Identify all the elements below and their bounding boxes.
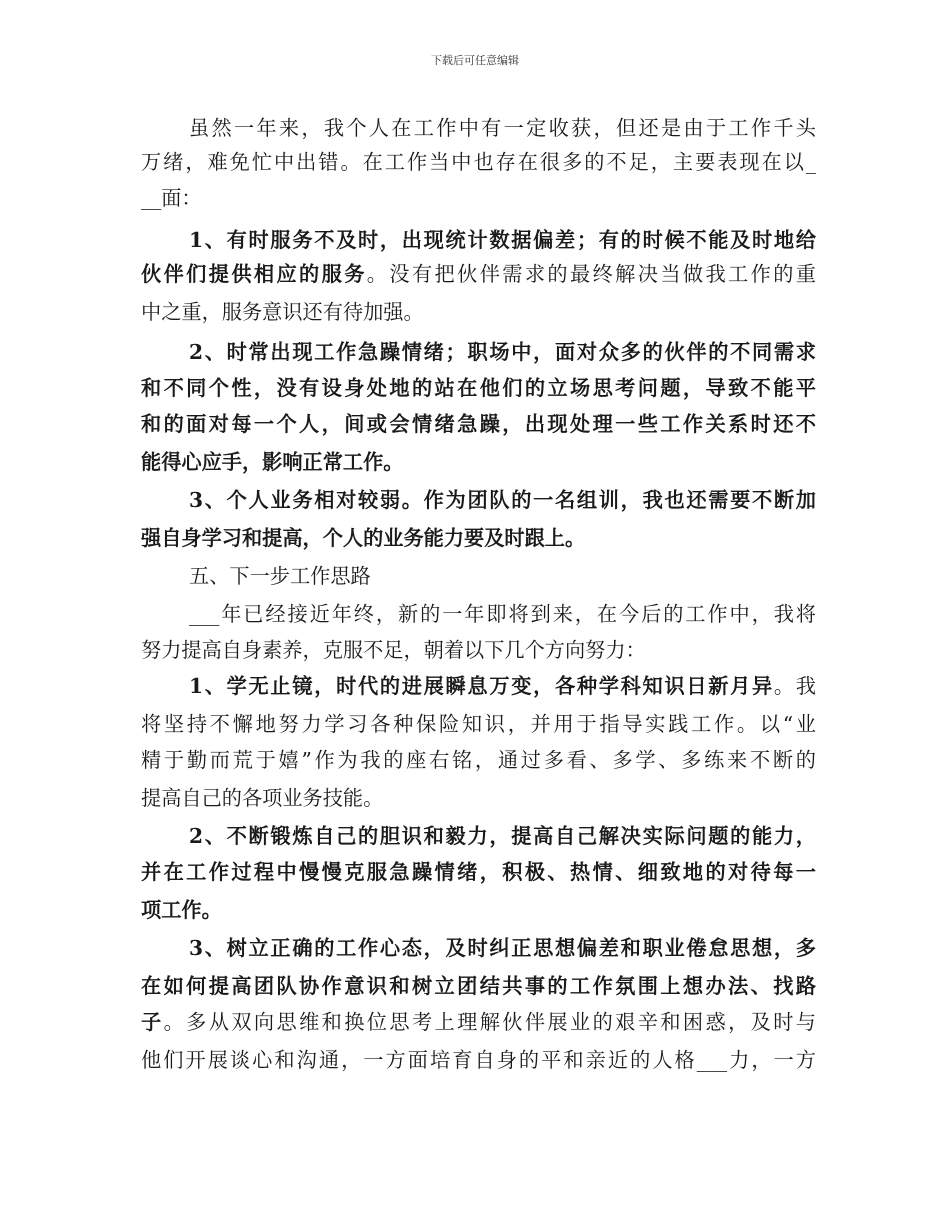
text-line (141, 895, 816, 925)
text-line (141, 971, 816, 1001)
bold-text-run: 1、有时服务不及时，出现统计数据偏差；有的时候不能及时地给 (189, 228, 816, 252)
text-line (189, 337, 816, 367)
text-run: 将坚持不懈地努力学习各种保险知识，并用于指导实践工作。以“业 (141, 712, 816, 736)
text-line (189, 113, 816, 143)
text-run: ___年已经接近年终，新的一年即将到来，在今后的工作中，我将 (189, 602, 816, 626)
text-line (189, 225, 816, 255)
text-line (189, 933, 816, 963)
page-header: 下载后可任意编辑 (431, 54, 519, 67)
text-run: 努力提高自身素养，克服不足，朝着以下几个方向努力： (141, 638, 646, 662)
text-line (141, 259, 816, 289)
bold-text-run: 2、时常出现工作急躁情绪；职场中，面对众多的伙伴的不同需求 (189, 340, 816, 364)
text-line (141, 297, 816, 327)
bold-text-run: 项工作。 (141, 898, 222, 922)
text-run: 五、下一步工作思路 (189, 564, 371, 588)
text-run: 提高自己的各项业务技能。 (141, 786, 384, 810)
text-run: 。没有把伙伴需求的最终解决当做我工作的重 (366, 262, 816, 286)
bold-text-run: 1、学无止镜，时代的进展瞬息万变，各种学科知识日新月异 (189, 674, 774, 698)
text-run: 。多从双向思维和换位思考上理解伙伴展业的艰辛和困惑，及时与 (163, 1010, 816, 1034)
text-line (189, 561, 816, 591)
bold-text-run: 子 (141, 1010, 164, 1034)
text-line (141, 447, 816, 477)
bold-text-run: 2、不断锻炼自己的胆识和毅力，提高自己解决实际问题的能力， (189, 824, 816, 848)
text-run: 万绪，难免忙中出错。在工作当中也存在很多的不足，主要表现在以_ (141, 150, 816, 174)
text-line (189, 599, 816, 629)
text-line (141, 709, 816, 739)
text-line (189, 821, 816, 851)
text-line (141, 635, 816, 665)
bold-text-run: 和不同个性，没有设身处地的站在他们的立场思考问题，导致不能平 (141, 376, 816, 400)
text-line (141, 745, 816, 775)
bold-text-run: 并在工作过程中慢慢克服急躁情绪，积极、热情、细致地的对待每一 (141, 860, 816, 884)
text-run: 。我 (773, 674, 816, 698)
text-line (141, 183, 816, 213)
text-line (141, 373, 816, 403)
text-line (141, 783, 816, 813)
text-line (141, 857, 816, 887)
text-line (189, 485, 816, 515)
bold-text-run: 能得心应手，影响正常工作。 (141, 450, 404, 474)
bold-text-run: 3、树立正确的工作心态，及时纠正思想偏差和职业倦怠思想，多 (189, 936, 816, 960)
text-run: __面： (141, 186, 202, 210)
text-line (141, 409, 816, 439)
text-line (141, 1045, 816, 1075)
bold-text-run: 伙伴们提供相应的服务 (141, 262, 367, 286)
text-line (141, 1007, 816, 1037)
bold-text-run: 和的面对每一个人，间或会情绪急躁，出现处理一些工作关系时还不 (141, 412, 816, 436)
bold-text-run: 在如何提高团队协作意识和树立团结共事的工作氛围上想办法、找路 (141, 974, 816, 998)
bold-text-run: 强自身学习和提高，个人的业务能力要及时跟上。 (141, 526, 586, 550)
text-line (141, 147, 816, 177)
text-run: 他们开展谈心和沟通，一方面培育自身的平和亲近的人格___力，一方 (141, 1048, 816, 1072)
text-run: 中之重，服务意识还有待加强。 (141, 300, 424, 324)
text-line (141, 523, 816, 553)
text-line (189, 671, 816, 701)
bold-text-run: 3、个人业务相对较弱。作为团队的一名组训，我也还需要不断加 (189, 488, 816, 512)
text-run: 虽然一年来，我个人在工作中有一定收获，但还是由于工作千头 (189, 116, 816, 140)
text-run: 精于勤而荒于嬉”作为我的座右铭，通过多看、多学、多练来不断的 (141, 748, 816, 772)
